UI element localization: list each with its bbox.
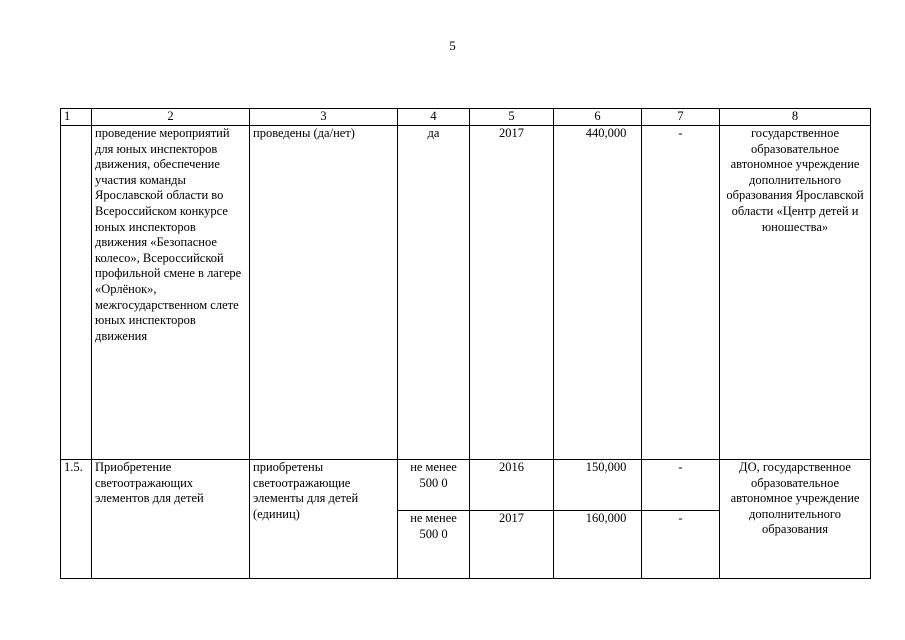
row-b1-year: 2016 bbox=[470, 460, 554, 511]
header-cell-6: 6 bbox=[554, 109, 642, 126]
row-a-activity: проведение мероприятий для юных инспекторов движения, обеспечение участия команды Ярославской области во Всероссийском конкурсе юных инспекторов движения «Безопасное колесо», Всероссийской профильной смене в лагере «Орлёнок», межгосударственном слете юных инспекторов движения bbox=[92, 126, 250, 460]
header-cell-3: 3 bbox=[250, 109, 398, 126]
header-cell-2: 2 bbox=[92, 109, 250, 126]
row-b2-value: не менее 500 0 bbox=[398, 511, 470, 579]
row-b-indicator: приобретены светоотражающие элементы для детей (единиц) bbox=[250, 460, 398, 579]
row-a-executor: государственное образовательное автономное учреждение дополнительного образования Ярославской области «Центр детей и юношества» bbox=[720, 126, 871, 460]
row-b2-amount: 160,000 bbox=[554, 511, 642, 579]
row-a-dash: - bbox=[642, 126, 720, 460]
row-a-year: 2017 bbox=[470, 126, 554, 460]
header-cell-4: 4 bbox=[398, 109, 470, 126]
row-b1-value: не менее 500 0 bbox=[398, 460, 470, 511]
page-number: 5 bbox=[449, 38, 456, 53]
row-b2-year: 2017 bbox=[470, 511, 554, 579]
row-b-executor: ДО, государственное образовательное автономное учреждение дополнительного образования bbox=[720, 460, 871, 579]
table-row bbox=[61, 126, 871, 460]
row-a-amount: 440,000 bbox=[554, 126, 642, 460]
table-header-row bbox=[61, 109, 871, 126]
row-b-number: 1.5. bbox=[61, 460, 92, 579]
row-b1-dash: - bbox=[642, 460, 720, 511]
row-b1-amount: 150,000 bbox=[554, 460, 642, 511]
header-cell-8: 8 bbox=[720, 109, 871, 126]
data-table bbox=[60, 108, 871, 579]
row-b2-dash: - bbox=[642, 511, 720, 579]
header-cell-5: 5 bbox=[470, 109, 554, 126]
row-a-value: да bbox=[398, 126, 470, 460]
header-cell-7: 7 bbox=[642, 109, 720, 126]
row-b-activity: Приобретение светоотражающих элементов для детей bbox=[92, 460, 250, 579]
row-a-indicator: проведены (да/нет) bbox=[250, 126, 398, 460]
header-cell-1: 1 bbox=[61, 109, 92, 126]
row-a-number bbox=[61, 126, 92, 460]
table-row bbox=[61, 460, 871, 511]
